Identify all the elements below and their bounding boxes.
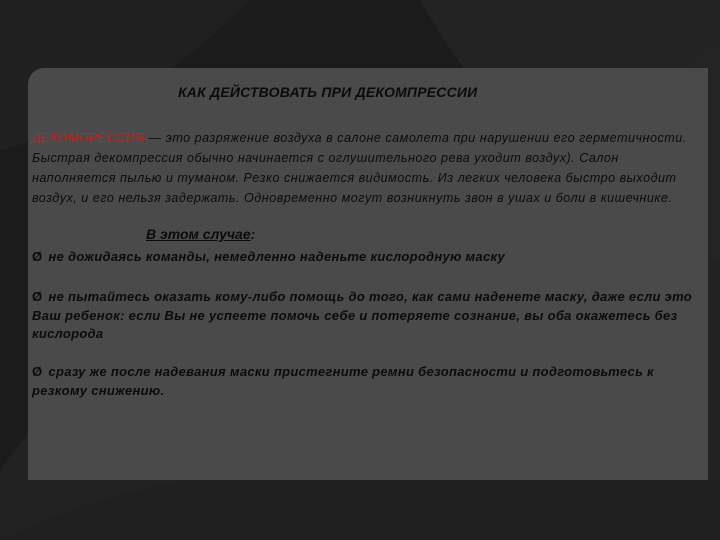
- case-heading-text: В этом случае: [146, 226, 251, 242]
- instruction-item-1: [32, 248, 704, 267]
- case-heading: [146, 226, 255, 242]
- instruction-item-2: [32, 288, 704, 344]
- bullet-arrow-icon: Ø: [32, 364, 43, 379]
- instruction-text-1: не дожидаясь команды, немедленно наденьте кислородную маску: [48, 249, 506, 264]
- bullet-arrow-icon: Ø: [32, 289, 43, 304]
- instruction-item-3: [32, 363, 704, 400]
- intro-text: — это разряжение воздуха в салоне самолета при нарушении его герметичности. Быстрая декомпрессия обычно начинается с оглушительного рева уходит воздух). Салон наполняется пылью и туманом. Резко снижается видимость. Из легких человека быстро выходит воздух, и его нельзя задержать. Одновременно могут возникнуть звон в ушах и боли в кишечнике.: [32, 131, 687, 205]
- case-heading-colon: :: [250, 226, 256, 242]
- instruction-text-2: не пытайтесь оказать кому-либо помощь до того, как сами наденете маску, даже если это Ваш ребенок: если Вы не успеете помочь себе и потеряете сознание, вы оба окажетесь без кислорода: [32, 289, 693, 341]
- intro-paragraph: [32, 128, 704, 208]
- slide-title: КАК ДЕЙСТВОВАТЬ ПРИ ДЕКОМПРЕССИИ: [178, 84, 478, 100]
- instruction-text-3: сразу же после надевания маски пристегните ремни безопасности и подготовьтесь к резкому снижению.: [32, 364, 654, 398]
- decompression-term: ДЕКОМПРЕССИЯ: [32, 131, 145, 145]
- bullet-arrow-icon: Ø: [32, 249, 43, 264]
